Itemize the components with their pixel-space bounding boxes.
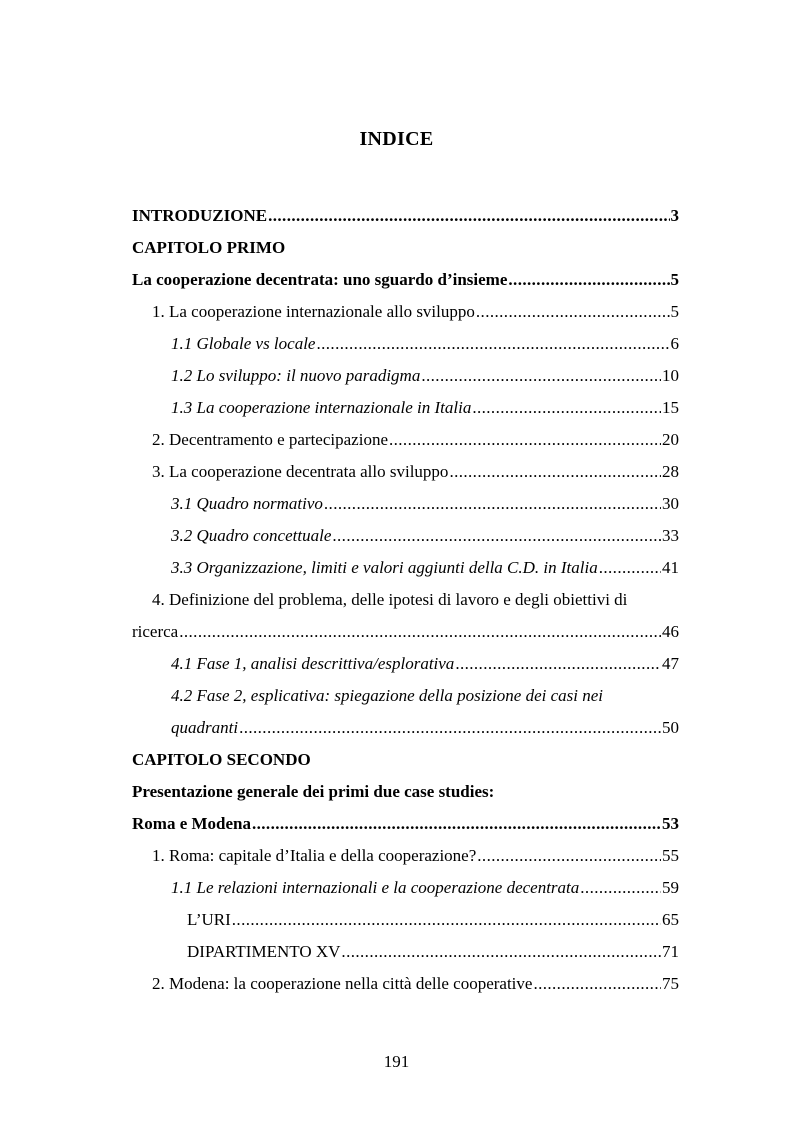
toc-entry[interactable]	[132, 488, 679, 520]
toc-entry-page: 10	[662, 366, 679, 385]
toc-leader-dots	[449, 456, 661, 488]
toc-leader-dots	[477, 840, 661, 872]
toc-leader-dots	[472, 392, 661, 424]
toc-entry-line[interactable]: 4.2 Fase 2, esplicativa: spiegazione della posizione dei casi nei	[171, 686, 604, 705]
toc-leader-dots	[508, 264, 669, 296]
toc-entry[interactable]	[132, 520, 679, 552]
toc-entry-page: 50	[662, 718, 679, 737]
toc-entry-page: 53	[662, 814, 679, 833]
toc-entry-text: 2. Decentramento e partecipazione	[152, 430, 388, 449]
toc-entry[interactable]	[132, 456, 679, 488]
toc-entry-text: 1. Roma: capitale d’Italia e della cooperazione?	[152, 846, 477, 865]
toc-entry-text: 3.3 Organizzazione, limiti e valori aggiunti della C.D. in Italia	[171, 558, 598, 577]
table-of-contents	[132, 200, 679, 1000]
toc-entry-text: 4.1 Fase 1, analisi descrittiva/esplorativa	[171, 654, 455, 673]
toc-entry-page: 55	[662, 846, 679, 865]
toc-leader-dots	[324, 488, 661, 520]
toc-entry-page: 33	[662, 526, 679, 545]
toc-leader-dots	[252, 808, 661, 840]
toc-entry-page: 5	[670, 270, 679, 289]
toc-entry-page: 41	[662, 558, 679, 577]
toc-entry-text: ricerca	[132, 622, 179, 641]
toc-leader-dots	[476, 296, 670, 328]
toc-entry-page: 65	[662, 910, 679, 929]
toc-entry-text: 1.1 Globale vs locale	[171, 334, 316, 353]
toc-entry-page: 47	[662, 654, 679, 673]
toc-leader-dots	[341, 936, 661, 968]
toc-entry-text: 3.1 Quadro normativo	[171, 494, 323, 513]
toc-entry[interactable]	[132, 296, 679, 328]
toc-leader-dots	[389, 424, 661, 456]
toc-entry-page: 59	[662, 878, 679, 897]
toc-entry-text: 1. La cooperazione internazionale allo sviluppo	[152, 302, 475, 321]
toc-leader-dots	[599, 552, 661, 584]
toc-entry-text: quadranti	[171, 718, 239, 737]
toc-entry-text: DIPARTIMENTO XV	[187, 942, 341, 961]
toc-entry[interactable]	[132, 616, 679, 648]
toc-entry[interactable]	[132, 968, 679, 1000]
toc-entry[interactable]	[132, 392, 679, 424]
toc-entry[interactable]	[132, 360, 679, 392]
toc-entry[interactable]	[132, 904, 679, 936]
toc-entry-text: 3. La cooperazione decentrata allo sviluppo	[152, 462, 449, 481]
toc-entry[interactable]	[132, 264, 679, 296]
toc-entry-page: 71	[662, 942, 679, 961]
toc-entry-page: 30	[662, 494, 679, 513]
page-number: 191	[383, 1052, 410, 1071]
toc-entry-page: 3	[670, 206, 679, 225]
toc-entry-text: 3.2 Quadro concettuale	[171, 526, 332, 545]
toc-entry[interactable]	[132, 936, 679, 968]
toc-entry-text: Roma e Modena	[132, 814, 251, 833]
toc-entry-page: 15	[662, 398, 679, 417]
page-title: INDICE	[359, 128, 434, 150]
toc-entry[interactable]	[132, 808, 679, 840]
toc-entry[interactable]	[132, 712, 679, 744]
toc-entry-page: 20	[662, 430, 679, 449]
toc-entry-text: 1.3 La cooperazione internazionale in Italia	[171, 398, 472, 417]
toc-entry-text: 2. Modena: la cooperazione nella città delle cooperative	[152, 974, 533, 993]
toc-entry[interactable]	[132, 328, 679, 360]
toc-entry-page: 46	[662, 622, 679, 641]
toc-entry[interactable]	[132, 648, 679, 680]
toc-leader-dots	[179, 616, 661, 648]
toc-leader-dots	[332, 520, 661, 552]
toc-entry[interactable]	[132, 840, 679, 872]
toc-leader-dots	[239, 712, 661, 744]
toc-entry-introduzione[interactable]	[132, 200, 679, 232]
toc-entry-page: 28	[662, 462, 679, 481]
toc-chapter-heading: CAPITOLO PRIMO	[132, 238, 286, 257]
toc-entry-page: 5	[670, 302, 679, 321]
toc-entry[interactable]	[132, 872, 679, 904]
toc-leader-dots	[232, 904, 661, 936]
toc-entry-text: La cooperazione decentrata: uno sguardo d’insieme	[132, 270, 508, 289]
toc-leader-dots	[421, 360, 661, 392]
toc-entry-text: L’URI	[187, 910, 231, 929]
toc-leader-dots	[533, 968, 661, 1000]
toc-entry[interactable]	[132, 424, 679, 456]
toc-chapter-heading: CAPITOLO SECONDO	[132, 750, 311, 769]
toc-entry-text: 1.2 Lo sviluppo: il nuovo paradigma	[171, 366, 421, 385]
toc-leader-dots	[455, 648, 661, 680]
toc-entry-page: 75	[662, 974, 679, 993]
toc-leader-dots	[268, 200, 669, 232]
toc-entry-text: 1.1 Le relazioni internazionali e la cooperazione decentrata	[171, 878, 580, 897]
toc-entry-page: 6	[670, 334, 679, 353]
toc-entry-line[interactable]: 4. Definizione del problema, delle ipotesi di lavoro e degli obiettivi di	[152, 590, 628, 609]
toc-leader-dots	[316, 328, 669, 360]
toc-entry[interactable]	[132, 552, 679, 584]
toc-entry-line[interactable]: Presentazione generale dei primi due case studies:	[132, 782, 495, 801]
toc-entry-text: INTRODUZIONE	[132, 206, 268, 225]
toc-leader-dots	[580, 872, 661, 904]
